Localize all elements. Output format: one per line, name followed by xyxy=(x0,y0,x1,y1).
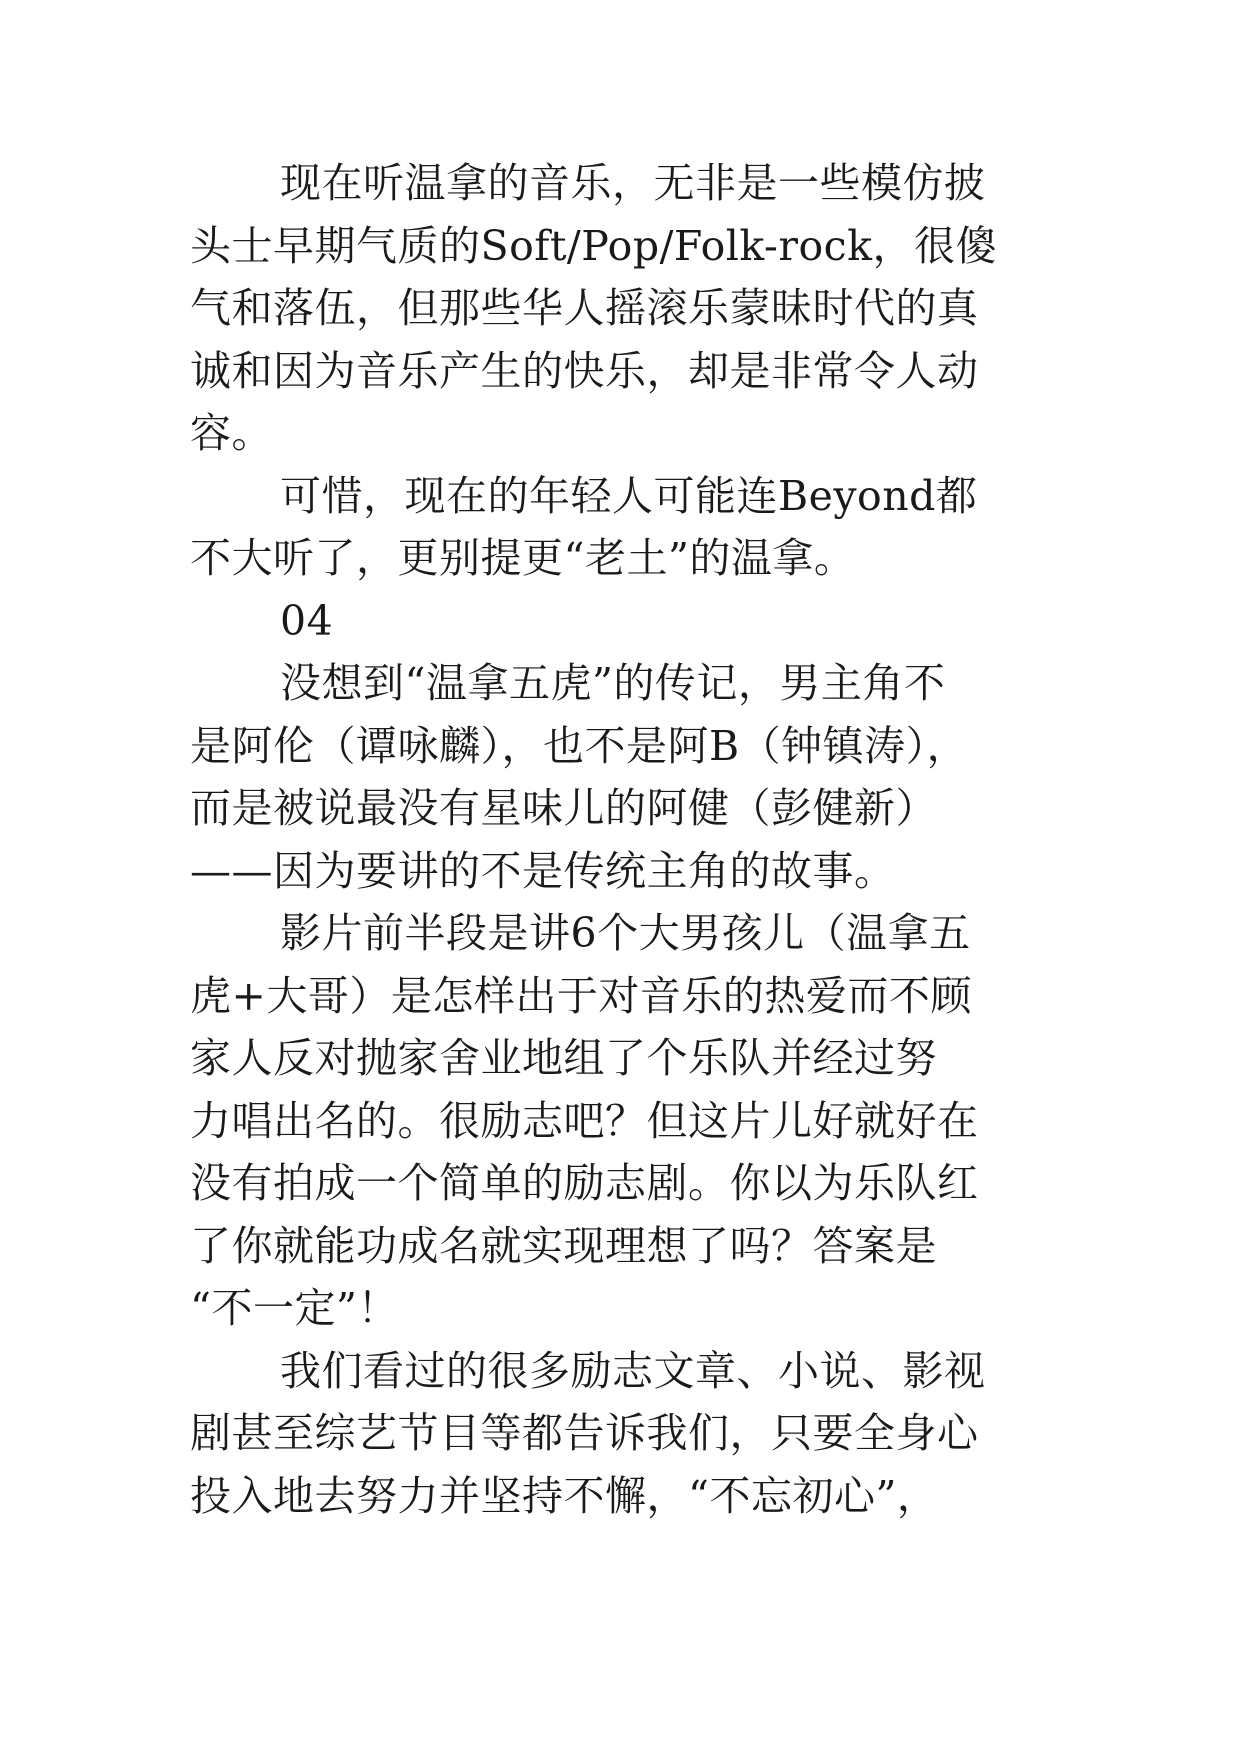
text-line: 投入地去努力并坚持不懈，“不忘初心”， xyxy=(190,1471,939,1520)
body-text xyxy=(190,152,1070,1527)
text-line: ——因为要讲的不是传统主角的故事。 xyxy=(190,846,896,895)
text-line: 虎+大哥）是怎样出于对音乐的热爱而不顾 xyxy=(190,971,972,1020)
text-line: 头士早期气质的Soft/Pop/Folk-rock，很傻 xyxy=(190,221,997,270)
text-line: 气和落伍，但那些华人摇滚乐蒙昧时代的真 xyxy=(190,284,979,332)
text-line: 没有拍成一个简单的励志剧。你以为乐队红 xyxy=(190,1159,979,1207)
text-line: 力唱出名的。很励志吧？但这片儿好就好在 xyxy=(190,1096,979,1145)
text-line: 而是被说最没有星味儿的阿健（彭健新） xyxy=(190,784,937,832)
text-line: 不大听了，更别提更“老土”的温拿。 xyxy=(190,534,856,582)
text-line: 了你就能功成名就实现理想了吗？答案是 xyxy=(190,1221,937,1270)
text-line: 容。 xyxy=(190,409,273,457)
text-line: 影片前半段是讲6个大男孩儿（温拿五 xyxy=(280,909,971,957)
text-line: 我们看过的很多励志文章、小说、影视 xyxy=(280,1346,986,1395)
text-line: “不一定”！ xyxy=(190,1284,399,1332)
section-number: 04 xyxy=(280,596,334,645)
text-line: 现在听温拿的音乐，无非是一些模仿披 xyxy=(280,159,986,207)
text-line: 剧甚至综艺节目等都告诉我们，只要全身心 xyxy=(190,1409,979,1457)
text-line: 诚和因为音乐产生的快乐，却是非常令人动 xyxy=(190,346,979,395)
text-line: 没想到“温拿五虎”的传记，男主角不 xyxy=(280,659,946,707)
text-line: 是阿伦（谭咏麟），也不是阿B（钟镇涛）， xyxy=(190,721,969,770)
text-line: 家人反对抛家舍业地组了个乐队并经过努 xyxy=(190,1034,937,1082)
text-line: 可惜，现在的年轻人可能连Beyond都 xyxy=(280,471,978,520)
